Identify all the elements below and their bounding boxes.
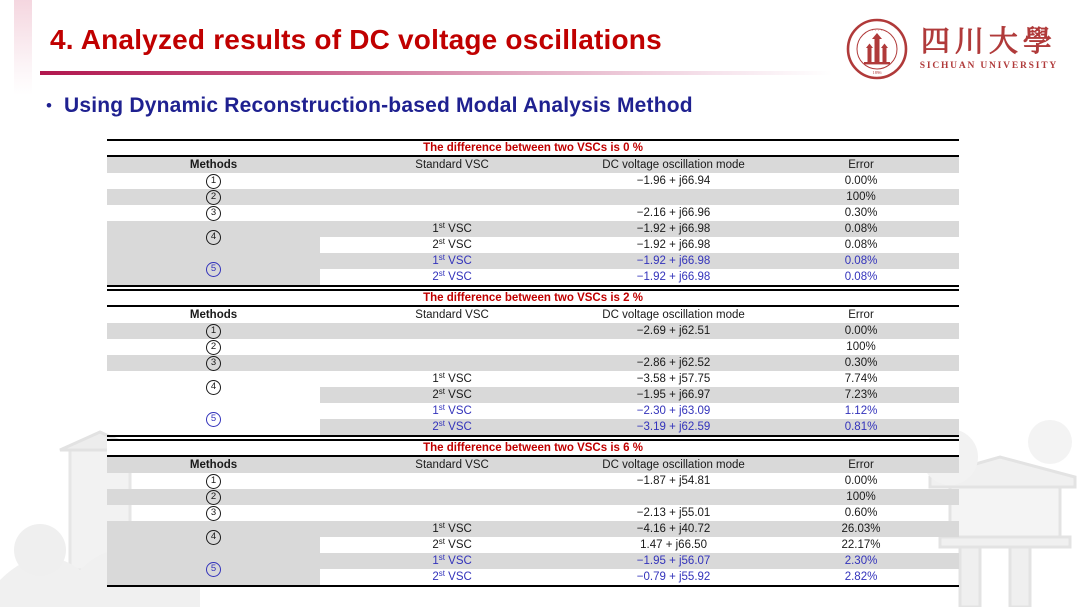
vsc-cell: 2st VSC bbox=[320, 419, 584, 436]
method-cell bbox=[107, 371, 320, 403]
mode-cell: −0.79 + j55.92 bbox=[636, 570, 711, 583]
error-cell: 100% bbox=[763, 489, 959, 505]
logo-english-name: SICHUAN UNIVERSITY bbox=[919, 61, 1058, 72]
method-number-icon: 2 bbox=[206, 190, 221, 205]
method-number-icon: 5 bbox=[206, 412, 221, 427]
table-row bbox=[107, 253, 959, 269]
header-row bbox=[107, 456, 959, 473]
method-cell bbox=[107, 205, 320, 221]
table-row bbox=[107, 489, 959, 505]
mode-cell: −4.16 + j40.72 bbox=[584, 521, 763, 537]
error-cell: 100% bbox=[763, 189, 959, 205]
mode-cell: −1.92 + j66.98 bbox=[584, 253, 763, 269]
table-row bbox=[107, 323, 959, 339]
error-cell: 2.82% bbox=[844, 570, 878, 583]
method-cell bbox=[107, 253, 320, 286]
method-number-icon: 5 bbox=[206, 562, 221, 577]
error-cell: 22.17% bbox=[841, 538, 881, 551]
error-cell: 0.60% bbox=[844, 506, 878, 519]
results-tables bbox=[107, 139, 959, 589]
error-cell: 1.12% bbox=[844, 404, 878, 417]
section-heading: Using Dynamic Reconstruction-based Modal Analysis Method bbox=[63, 94, 693, 117]
column-header: Methods bbox=[189, 308, 238, 321]
method-number-icon: 3 bbox=[206, 506, 221, 521]
vsc-cell bbox=[320, 473, 584, 489]
table-caption: The difference between two VSCs is 0 % bbox=[107, 140, 959, 156]
vsc-cell: 1st VSC bbox=[320, 521, 584, 537]
mode-cell: −2.30 + j63.09 bbox=[636, 404, 711, 417]
table-row bbox=[107, 355, 959, 371]
table-row bbox=[107, 371, 959, 387]
mode-cell: −1.92 + j66.98 bbox=[584, 221, 763, 237]
mode-cell: −2.69 + j62.51 bbox=[584, 323, 763, 339]
table-row bbox=[107, 521, 959, 537]
mode-cell: −2.16 + j66.96 bbox=[636, 206, 711, 219]
vsc-cell bbox=[320, 189, 584, 205]
bullet-icon: • bbox=[46, 96, 52, 115]
background-watermark-pink bbox=[14, 0, 32, 95]
university-seal-icon bbox=[846, 18, 908, 80]
results-table bbox=[107, 439, 959, 587]
header-row bbox=[107, 306, 959, 323]
error-cell: 0.08% bbox=[844, 270, 878, 283]
table-row bbox=[107, 339, 959, 355]
vsc-cell: 2st VSC bbox=[432, 537, 472, 551]
caption-row bbox=[107, 140, 959, 156]
table-caption: The difference between two VSCs is 2 % bbox=[107, 290, 959, 306]
method-cell bbox=[107, 521, 320, 553]
error-cell: 0.08% bbox=[763, 221, 959, 237]
method-cell bbox=[107, 339, 320, 355]
vsc-cell: 2st VSC bbox=[432, 269, 472, 283]
mode-cell: −1.92 + j66.98 bbox=[636, 270, 711, 283]
error-cell: 0.00% bbox=[763, 323, 959, 339]
table-row bbox=[107, 505, 959, 521]
vsc-cell: 1st VSC bbox=[432, 403, 472, 417]
mode-cell: 1.47 + j66.50 bbox=[640, 538, 707, 551]
method-cell bbox=[107, 189, 320, 205]
error-cell: 0.30% bbox=[844, 206, 878, 219]
mode-cell: −2.86 + j62.52 bbox=[584, 355, 763, 371]
method-number-icon: 3 bbox=[206, 356, 221, 371]
caption-row bbox=[107, 290, 959, 306]
table-row bbox=[107, 473, 959, 489]
table-row bbox=[107, 205, 959, 221]
method-number-icon: 1 bbox=[206, 324, 221, 339]
method-cell bbox=[107, 173, 320, 189]
results-table bbox=[107, 289, 959, 437]
sichuan-university-logo bbox=[846, 18, 1058, 80]
method-number-icon: 4 bbox=[206, 230, 221, 245]
vsc-cell: 1st VSC bbox=[320, 553, 584, 569]
logo-text bbox=[920, 27, 1058, 72]
method-cell bbox=[107, 323, 320, 339]
column-header: DC voltage oscillation mode bbox=[602, 308, 745, 321]
column-header: Standard VSC bbox=[320, 156, 584, 173]
vsc-cell bbox=[320, 355, 584, 371]
vsc-cell: 1st VSC bbox=[320, 253, 584, 269]
error-cell: 0.30% bbox=[763, 355, 959, 371]
vsc-cell bbox=[320, 505, 584, 521]
method-number-icon: 3 bbox=[206, 206, 221, 221]
page-title: 4. Analyzed results of DC voltage oscillations bbox=[50, 24, 662, 55]
vsc-cell bbox=[320, 173, 584, 189]
vsc-cell: 2st VSC bbox=[432, 237, 472, 251]
error-cell: 26.03% bbox=[763, 521, 959, 537]
method-number-icon: 4 bbox=[206, 380, 221, 395]
column-header: Standard VSC bbox=[415, 308, 489, 321]
vsc-cell: 2st VSC bbox=[320, 387, 584, 403]
error-cell: 100% bbox=[846, 340, 876, 353]
error-cell: 0.00% bbox=[844, 174, 878, 187]
results-table bbox=[107, 139, 959, 287]
vsc-cell: 1st VSC bbox=[432, 371, 472, 385]
error-cell: 0.81% bbox=[763, 419, 959, 436]
mode-cell: −3.19 + j62.59 bbox=[584, 419, 763, 436]
mode-cell bbox=[584, 339, 763, 355]
table-row bbox=[107, 403, 959, 419]
method-cell bbox=[107, 355, 320, 371]
header-row bbox=[107, 156, 959, 173]
error-cell: 0.00% bbox=[844, 474, 878, 487]
mode-cell: −1.96 + j66.94 bbox=[636, 174, 711, 187]
error-cell: 7.74% bbox=[844, 372, 878, 385]
method-cell bbox=[107, 553, 320, 586]
method-number-icon: 1 bbox=[206, 474, 221, 489]
mode-cell bbox=[584, 189, 763, 205]
table-row bbox=[107, 221, 959, 237]
mode-cell: −1.87 + j54.81 bbox=[636, 474, 711, 487]
method-cell bbox=[107, 221, 320, 253]
error-cell: 7.23% bbox=[763, 387, 959, 403]
column-header: Standard VSC bbox=[320, 456, 584, 473]
method-number-icon: 1 bbox=[206, 174, 221, 189]
vsc-cell: 2st VSC bbox=[432, 569, 472, 583]
table-row bbox=[107, 553, 959, 569]
title-underline-decoration bbox=[40, 71, 832, 75]
vsc-cell bbox=[320, 323, 584, 339]
svg-text:1896: 1896 bbox=[872, 70, 882, 75]
method-cell bbox=[107, 403, 320, 436]
method-cell bbox=[107, 473, 320, 489]
svg-text:· · · ·: · · · · bbox=[871, 29, 882, 34]
method-cell bbox=[107, 489, 320, 505]
vsc-cell: 1st VSC bbox=[320, 221, 584, 237]
method-cell bbox=[107, 505, 320, 521]
error-cell: 0.08% bbox=[763, 253, 959, 269]
error-cell: 0.08% bbox=[844, 238, 878, 251]
table-row bbox=[107, 173, 959, 189]
vsc-cell bbox=[320, 339, 584, 355]
table-caption: The difference between two VSCs is 6 % bbox=[107, 440, 959, 456]
column-header: Error bbox=[763, 456, 959, 473]
mode-cell: −2.13 + j55.01 bbox=[636, 506, 711, 519]
method-number-icon: 2 bbox=[206, 340, 221, 355]
column-header: Methods bbox=[107, 456, 320, 473]
table-row bbox=[107, 189, 959, 205]
section-heading-line bbox=[46, 94, 693, 118]
column-header: Methods bbox=[107, 156, 320, 173]
method-number-icon: 2 bbox=[206, 490, 221, 505]
mode-cell: −3.58 + j57.75 bbox=[636, 372, 711, 385]
method-number-icon: 5 bbox=[206, 262, 221, 277]
caption-row bbox=[107, 440, 959, 456]
column-header: Error bbox=[763, 156, 959, 173]
mode-cell: −1.92 + j66.98 bbox=[636, 238, 711, 251]
mode-cell: −1.95 + j66.97 bbox=[584, 387, 763, 403]
column-header: DC voltage oscillation mode bbox=[584, 156, 763, 173]
column-header: DC voltage oscillation mode bbox=[584, 456, 763, 473]
mode-cell bbox=[584, 489, 763, 505]
logo-chinese-name: 四川大學 bbox=[920, 25, 1057, 58]
method-number-icon: 4 bbox=[206, 530, 221, 545]
error-cell: 2.30% bbox=[763, 553, 959, 569]
vsc-cell bbox=[320, 489, 584, 505]
mode-cell: −1.95 + j56.07 bbox=[584, 553, 763, 569]
vsc-cell bbox=[320, 205, 584, 221]
column-header: Error bbox=[848, 308, 874, 321]
